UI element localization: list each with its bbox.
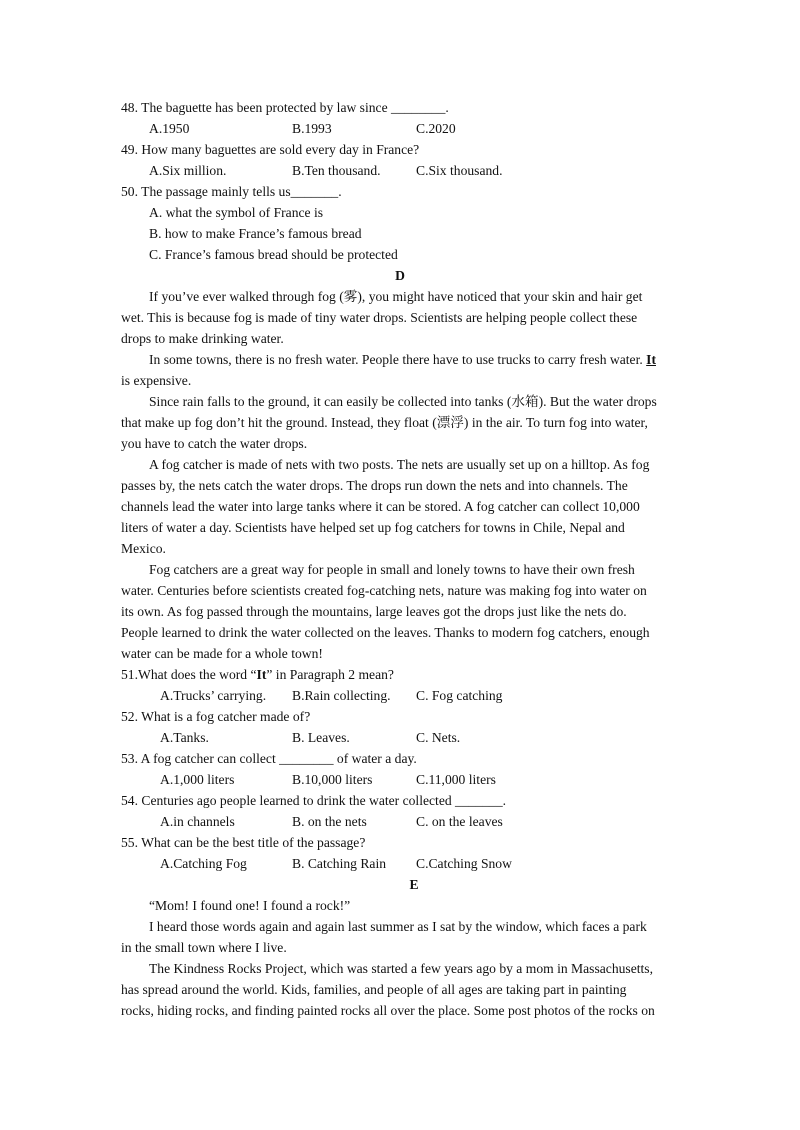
option-c: C. on the leaves — [416, 814, 503, 829]
option-b: B. on the nets — [292, 814, 367, 829]
paragraph-line: drops to make drinking water. — [121, 331, 284, 346]
question-50-stem: 50. The passage mainly tells us_______. — [121, 184, 342, 199]
option-b: B.10,000 liters — [292, 772, 373, 787]
paragraph-line: you have to catch the water drops. — [121, 436, 308, 451]
question-48-stem: 48. The baguette has been protected by law since ________. — [121, 100, 449, 115]
paragraph-line: wet. This is because fog is made of tiny water drops. Scientists are helping people collect these — [121, 310, 638, 325]
paragraph-line: is expensive. — [121, 373, 192, 388]
paragraph-line: passes by, the nets catch the water drops. The drops run down the nets and into channels. The — [121, 478, 628, 493]
paragraph-line: in the small town where I live. — [121, 940, 287, 955]
question-55-stem: 55. What can be the best title of the passage? — [121, 835, 366, 850]
option-b: B. how to make France’s famous bread — [149, 226, 362, 241]
question-52-options — [160, 729, 460, 746]
question-53-stem: 53. A fog catcher can collect ________ of water a day. — [121, 751, 417, 766]
stem-text: 51.What does the word “ — [121, 667, 257, 682]
option-b: B. Leaves. — [292, 730, 350, 745]
paragraph-line: its own. As fog passed through the mountains, large leaves got the drops just like the nets do. — [121, 604, 627, 619]
paragraph-line: liters of water a day. Scientists have helped set up fog catchers for towns in Chile, Nepal and — [121, 520, 625, 535]
option-b: B. Catching Rain — [292, 856, 387, 871]
question-54-options — [160, 813, 503, 830]
paragraph-line: water can be made for a whole town! — [121, 646, 323, 661]
question-49-options — [149, 162, 502, 179]
option-c: C. Nets. — [416, 730, 461, 745]
option-b: B.Ten thousand. — [292, 163, 381, 178]
stem-bold-word: It — [256, 667, 267, 682]
question-54-stem: 54. Centuries ago people learned to drink the water collected _______. — [121, 793, 507, 808]
paragraph-line: A fog catcher is made of nets with two posts. The nets are usually set up on a hilltop. As fog — [149, 457, 650, 472]
paragraph-line: Fog catchers are a great way for people in small and lonely towns to have their own fresh — [149, 562, 635, 577]
stem-text: ” in Paragraph 2 mean? — [266, 667, 394, 682]
option-c: C.Six thousand. — [416, 163, 503, 178]
option-a: A.in channels — [160, 814, 235, 829]
option-a: A.Trucks’ carrying. — [160, 688, 267, 703]
paragraph-line: Mexico. — [121, 541, 166, 556]
section-e-heading: E — [409, 877, 419, 892]
paragraph-line — [149, 351, 656, 368]
question-51-stem — [121, 666, 394, 683]
option-b: B.Rain collecting. — [292, 688, 391, 703]
paragraph-line: that make up fog don’t hit the ground. Instead, they float (漂浮) in the air. To turn fog into water, — [121, 415, 648, 430]
paragraph-line: If you’ve ever walked through fog (雾), you might have noticed that your skin and hair get — [149, 289, 643, 304]
paragraph-line: has spread around the world. Kids, families, and people of all ages are taking part in painting — [121, 982, 627, 997]
paragraph-line: “Mom! I found one! I found a rock!” — [149, 898, 351, 913]
paragraph-line: Since rain falls to the ground, it can easily be collected into tanks (水箱). But the water drops — [149, 394, 657, 409]
paragraph-line: The Kindness Rocks Project, which was started a few years ago by a mom in Massachusetts, — [149, 961, 653, 976]
paragraph-line: channels lead the water into large tanks where it can be stored. A fog catcher can collect 10,000 — [121, 499, 640, 514]
option-a: A.1,000 liters — [160, 772, 235, 787]
option-c: C. Fog catching — [416, 688, 503, 703]
option-b: B.1993 — [292, 121, 332, 136]
question-51-options — [160, 687, 502, 704]
paragraph-text: In some towns, there is no fresh water. People there have to use trucks to carry fresh water. — [149, 352, 643, 367]
option-c: C.2020 — [416, 121, 456, 136]
paragraph-line: water. Centuries before scientists created fog-catching nets, nature was making fog into water on — [121, 583, 647, 598]
question-49-stem: 49. How many baguettes are sold every day in France? — [121, 142, 420, 157]
question-48-options — [149, 120, 456, 137]
question-53-options — [160, 771, 496, 788]
question-52-stem: 52. What is a fog catcher made of? — [121, 709, 311, 724]
paragraph-line: People learned to drink the water collected on the leaves. Thanks to modern fog catchers, enough — [121, 625, 650, 640]
option-a: A.Six million. — [149, 163, 227, 178]
option-a: A. what the symbol of France is — [149, 205, 324, 220]
option-a: A.1950 — [149, 121, 190, 136]
paragraph-line: rocks, hiding rocks, and finding painted rocks all over the place. Some post photos of the rocks on — [121, 1003, 655, 1018]
underlined-word-it: It — [646, 352, 656, 367]
option-a: A.Tanks. — [160, 730, 209, 745]
section-d-heading: D — [395, 268, 405, 283]
option-c: C.Catching Snow — [416, 856, 512, 871]
paragraph-line: I heard those words again and again last summer as I sat by the window, which faces a park — [149, 919, 647, 934]
option-c: C. France’s famous bread should be protected — [149, 247, 398, 262]
question-55-options — [160, 855, 512, 872]
option-a: A.Catching Fog — [160, 856, 247, 871]
option-c: C.11,000 liters — [416, 772, 496, 787]
